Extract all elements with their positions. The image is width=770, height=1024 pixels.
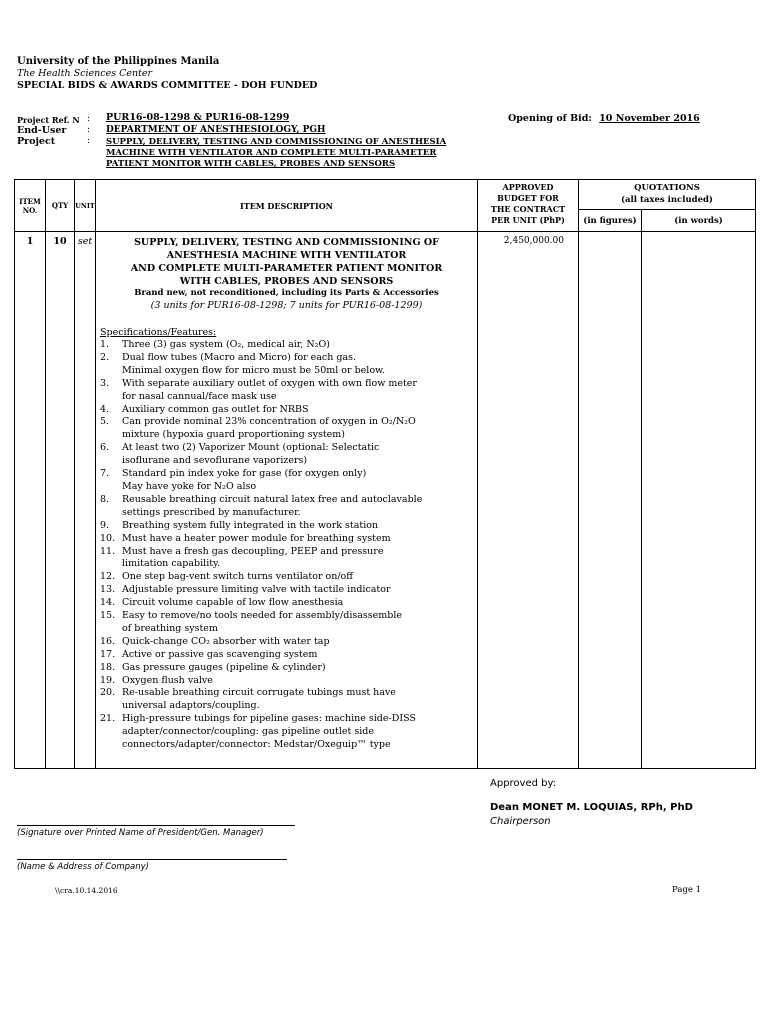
item-title: SUPPLY, DELIVERY, TESTING AND COMMISSIONING OF ANESTHESIA MACHINE WITH VENTILATOR AND COMPLETE MULTI-PARAMETER PATIENT MONITOR WITH CABLES, PROBES AND SENSORS [130,237,443,287]
spec-number: 7. [100,468,110,480]
spec-item [100,610,477,636]
spec-number: 3. [100,377,110,389]
spec-item [100,584,477,597]
spec-item [100,662,477,675]
company-caption: (Name & Address of Company) [17,862,149,872]
quotations-label: QUOTATIONS [634,183,700,193]
signature-line [17,825,295,826]
spec-text: isoflurane and sevoflurane vaporizers) [122,455,308,467]
col-qty-header: QTY [46,180,75,232]
spec-number: 2. [100,351,110,363]
col-quotations-header [579,180,756,210]
col-item-header: ITEM NO. [15,180,46,232]
project-ref-label: Project Ref. N [17,115,80,125]
col-words-header: (in words) [642,210,756,232]
project-ref-value: PUR16-08-1298 & PUR16-08-1299 [106,112,290,123]
spec-text: of breathing system [122,622,218,634]
spec-number: 18. [100,661,116,673]
committee-name: SPECIAL BIDS & AWARDS COMMITTEE - DOH FUNDED [17,80,318,91]
spec-text: Must have a fresh gas decoupling, PEEP and pressure [122,545,384,557]
spec-item [100,597,477,610]
spec-number: 13. [100,584,116,596]
spec-number: 21. [100,713,116,725]
abc-value: 2,450,000.00 [478,232,579,769]
spec-text: Re-usable breathing circuit corrugate tubings must have [122,687,396,699]
spec-text: Three (3) gas system (O₂, medical air, N₂O) [122,339,330,350]
spec-text: universal adaptors/coupling. [122,700,260,712]
spec-text: Must have a heater power module for breathing system [122,532,391,544]
items-table [14,179,756,769]
spec-item [100,675,477,688]
col-figures-header: (in figures) [579,210,642,232]
spec-text: Circuit volume capable of low flow anesthesia [122,597,344,609]
approver-name: Dean MONET M. LOQUIAS, RPh, PhD [490,802,693,813]
spec-item [100,468,477,494]
brand-note: Brand new, not reconditioned, including its Parts & Accessories [134,288,439,298]
spec-text: High-pressure tubings for pipeline gases: machine side-DISS [122,713,416,725]
spec-text: Breathing system fully integrated in the work station [122,519,379,531]
spec-number: 11. [100,545,116,557]
spec-text: Standard pin index yoke for gase (for oxygen only) [122,468,367,480]
taxes-label: (all taxes included) [621,195,713,205]
item-description [96,232,478,769]
file-reference: \\cra.10.14.2016 [55,886,118,895]
spec-item [100,404,477,417]
spec-number: 15. [100,610,116,622]
spec-item [100,687,477,713]
spec-text: Oxygen flush valve [122,674,213,686]
spec-number: 20. [100,687,116,699]
spec-text: adapter/connector/coupling: gas pipeline outlet side [122,726,374,738]
spec-text: Auxiliary common gas outlet for NRBS [122,403,309,415]
item-qty: 10 [46,232,75,769]
spec-text: for nasal cannual/face mask use [122,390,277,402]
spec-number: 6. [100,442,110,454]
spec-item [100,378,477,404]
spec-number: 16. [100,635,116,647]
opening-of-bid [508,113,700,124]
spec-item [100,546,477,572]
item-no: 1 [15,232,46,769]
spec-number: 8. [100,493,110,505]
end-user-label: End-User [17,125,67,136]
quote-words-cell[interactable] [642,232,756,769]
col-abc-header: APPROVED BUDGET FOR THE CONTRACT PER UNIT (PhP) [478,180,579,232]
center-name: The Health Sciences Center [17,68,153,79]
spec-text: Reusable breathing circuit natural latex free and autoclavable [122,493,423,505]
spec-item [100,339,477,352]
spec-item [100,713,477,752]
bid-label: Opening of Bid: [508,113,592,124]
spec-number: 1. [100,339,110,350]
spec-text: May have yoke for N₂O also [122,480,257,492]
item-unit: set [75,232,96,769]
spec-text: settings prescribed by manufacturer. [122,506,301,518]
spec-number: 12. [100,571,116,583]
page-number: Page 1 [672,885,701,895]
spec-text: Minimal oxygen flow for micro must be 50ml or below. [122,364,386,376]
spec-item [100,636,477,649]
signature-caption: (Signature over Printed Name of President/Gen. Manager) [17,828,264,838]
university-name: University of the Philippines Manila [17,56,220,67]
spec-item [100,442,477,468]
units-note: (3 units for PUR16-08-1298; 7 units for PUR16-08-1299) [150,300,423,311]
spec-item [100,494,477,520]
project-label: Project [17,136,56,147]
approved-by-label: Approved by: [490,778,557,789]
spec-item [100,571,477,584]
spec-item [100,533,477,546]
spec-text: limitation capability. [122,558,221,570]
spec-text: mixture (hypoxia guard proportioning system) [122,429,346,441]
spec-text: Quick-change CO₂ absorber with water tap [122,635,330,647]
approver-title: Chairperson [490,816,551,827]
table-row [15,232,756,769]
spec-item [100,352,477,378]
spec-number: 19. [100,674,116,686]
spec-text: Active or passive gas scavenging system [122,648,318,660]
spec-text: Dual flow tubes (Macro and Micro) for each gas. [122,351,357,363]
spec-text: connectors/adapter/connector: Medstar/Oxeguip™ type [122,739,391,751]
spec-text: Adjustable pressure limiting valve with tactile indicator [122,584,391,596]
spec-text: At least two (2) Vaporizer Mount (optional: Selectatic [122,442,380,454]
spec-text: Easy to remove/no tools needed for assembly/disassemble [122,610,403,622]
spec-number: 14. [100,597,116,609]
col-desc-header: ITEM DESCRIPTION [96,180,478,232]
spec-text: Gas pressure gauges (pipeline & cylinder) [122,661,326,673]
specs-list [96,339,477,752]
spec-text: Can provide nominal 23% concentration of oxygen in O₂/N₂O [122,416,416,428]
end-user-value: DEPARTMENT OF ANESTHESIOLOGY, PGH [106,125,326,135]
bid-date: 10 November 2016 [599,113,700,124]
spec-number: 4. [100,403,110,415]
col-unit-header: UNIT [75,180,96,232]
spec-item [100,520,477,533]
spec-number: 10. [100,532,116,544]
quote-figures-cell[interactable] [579,232,642,769]
colon: : [87,125,91,135]
project-value: SUPPLY, DELIVERY, TESTING AND COMMISSIONING OF ANESTHESIA MACHINE WITH VENTILATOR AND COMPLETE MULTI-PARAMETER PATIENT MONITOR WITH CABLES, PROBES AND SENSORS [106,137,447,169]
colon: : [87,114,91,124]
spec-item [100,649,477,662]
spec-number: 5. [100,416,110,428]
spec-number: 17. [100,648,116,660]
specs-heading: Specifications/Features: [100,327,217,338]
company-line [17,859,287,860]
spec-text: One step bag-vent switch turns ventilator on/off [122,571,354,583]
spec-number: 9. [100,519,110,531]
spec-text: With separate auxiliary outlet of oxygen with own flow meter [122,377,417,389]
colon: : [87,136,91,146]
spec-item [100,416,477,442]
